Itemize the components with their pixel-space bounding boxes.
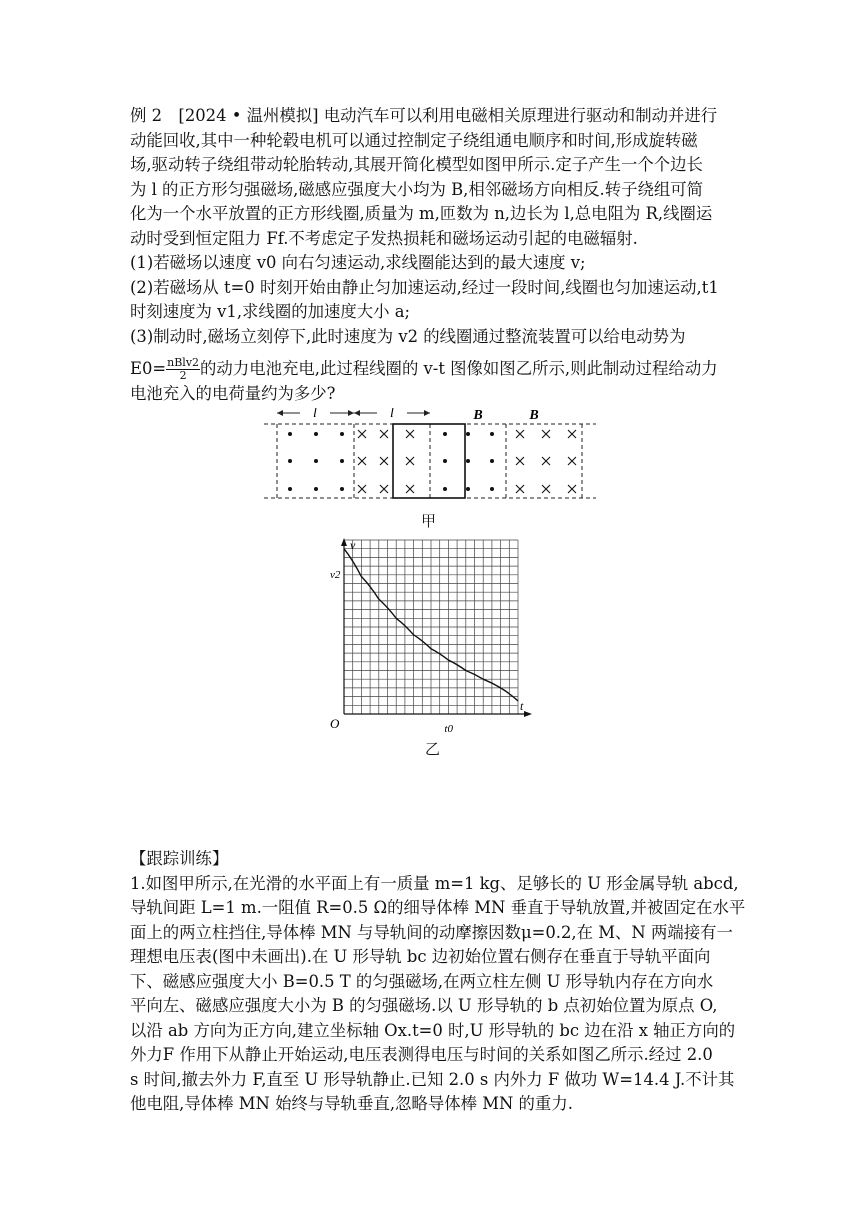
training-line: 外力F 作用下从静止开始运动,电压表测得电压与时间的关系如图乙所示.经过 2.0	[130, 1045, 713, 1064]
field-cross	[542, 485, 550, 493]
field-cross	[406, 430, 414, 438]
chart-grid	[344, 540, 518, 714]
field-dot	[490, 459, 494, 463]
field-dot	[443, 459, 447, 463]
field-cross	[516, 457, 524, 465]
tick-label-t0: t0	[444, 723, 453, 735]
example-line: 场,驱动转子绕组带动轮胎转动,其展开简化模型如图甲所示.定子产生一个个边长	[130, 155, 703, 174]
axis-label-v: v	[350, 538, 356, 552]
formula-line	[130, 357, 735, 382]
field-cross	[380, 430, 388, 438]
field-cross	[358, 485, 366, 493]
label-b-2: B	[529, 408, 539, 423]
field-dot	[466, 432, 470, 436]
caption-yi: 乙	[425, 740, 441, 758]
caption-jia: 甲	[421, 512, 437, 530]
example-line: 例 2 [2024 • 温州模拟] 电动汽车可以利用电磁相关原理进行驱动和制动并进行	[130, 106, 718, 125]
field-dot	[314, 459, 318, 463]
tick-label-v2: v2	[330, 569, 341, 581]
example-line: 动能回收,其中一种轮毂电机可以通过控制定子绕组通电顺序和时间,形成旋转磁	[130, 130, 698, 150]
x-axis-arrow	[524, 711, 532, 717]
origin-label: O	[330, 716, 340, 731]
training-line: 1.如图甲所示,在光滑的水平面上有一质量 m=1 kg、足够长的 U 形金属导轨 abcd,	[130, 873, 739, 893]
training-line: 面上的两立柱挡住,导体棒 MN 与导轨间的动摩擦因数μ=0.2,在 M、N 两端接有一	[130, 922, 733, 942]
label-b-1: B	[473, 408, 483, 423]
field-dot	[288, 432, 292, 436]
label-l-2: l	[390, 408, 394, 421]
formula-prefix: E0=	[130, 359, 167, 378]
field-dot	[443, 487, 447, 491]
field-dot	[340, 459, 344, 463]
field-cross	[568, 485, 576, 493]
field-dot	[340, 432, 344, 436]
field-marks	[288, 430, 576, 493]
example-line: 为 l 的正方形匀强磁场,磁感应强度大小均为 B,相邻磁场方向相反.转子绕组可简	[130, 179, 704, 199]
field-cross	[358, 430, 366, 438]
example-line: (2)若磁场从 t=0 时刻开始由静止匀加速运动,经过一段时间,线圈也匀加速运动,t1	[130, 277, 719, 297]
training-heading: 【跟踪训练】	[130, 849, 229, 868]
field-cross	[380, 457, 388, 465]
training-line: 以沿 ab 方向为正方向,建立坐标轴 Ox.t=0 时,U 形导轨的 bc 边在沿 x 轴正方向的	[130, 1020, 736, 1040]
field-dot	[314, 432, 318, 436]
field-cross	[406, 457, 414, 465]
formula-denominator: 2	[179, 369, 187, 382]
field-cross	[516, 430, 524, 438]
formula-suffix: 的动力电池充电,此过程线圈的 v-t 图像如图乙所示,则此制动过程给动力	[200, 359, 718, 378]
field-cross	[406, 485, 414, 493]
field-dot	[443, 432, 447, 436]
field-dot	[466, 487, 470, 491]
example-line: (1)若磁场以速度 v0 向右匀速运动,求线圈能达到的最大速度 v;	[130, 253, 586, 272]
field-cross	[358, 457, 366, 465]
training-line: 理想电压表(图中未画出).在 U 形导轨 bc 边初始位置右侧存在垂直于导轨平面向	[130, 947, 711, 966]
field-dot	[466, 459, 470, 463]
example-line: (3)制动时,磁场立刻停下,此时速度为 v2 的线圈通过整流装置可以给电动势为	[130, 326, 686, 346]
example-line: 电池充入的电荷量约为多少?	[130, 384, 336, 403]
field-dot	[490, 432, 494, 436]
field-cross	[568, 430, 576, 438]
field-cross	[542, 457, 550, 465]
training-section	[130, 847, 746, 1117]
field-cross	[542, 430, 550, 438]
field-cross	[568, 457, 576, 465]
field-dot	[314, 487, 318, 491]
field-dot	[288, 459, 292, 463]
field-cross	[380, 485, 388, 493]
training-line: 下、磁感应强度大小 B=0.5 T 的匀强磁场,在两立柱左侧 U 形导轨内存在方向水	[130, 971, 714, 991]
square-coil	[393, 424, 465, 498]
training-line: s 时间,撤去外力 F,直至 U 形导轨静止.已知 2.0 s 内外力 F 做功 W=14.4 J.不计其	[130, 1069, 735, 1089]
label-l-1: l	[313, 408, 317, 421]
example-line: 动时受到恒定阻力 Ff.不考虑定子发热损耗和磁场运动引起的电磁辐射.	[130, 228, 638, 248]
training-line: 他电阻,导体棒 MN 始终与导轨垂直,忽略导体棒 MN 的重力.	[130, 1094, 573, 1113]
field-dot	[340, 487, 344, 491]
axis-label-t: t	[520, 699, 524, 713]
formula-fraction	[166, 357, 200, 382]
field-cross	[516, 485, 524, 493]
training-line: 导轨间距 L=1 m.一阻值 R=0.5 Ω的细导体棒 MN 垂直于导轨放置,并被固定在水平	[130, 898, 746, 917]
field-dot	[490, 487, 494, 491]
example-line: 时刻速度为 v1,求线圈的加速度大小 a;	[130, 302, 411, 321]
y-axis-arrow	[341, 538, 347, 546]
example-problem	[130, 104, 735, 407]
formula-numerator: nBlv2	[167, 356, 200, 369]
training-line: 平向左、磁感应强度大小为 B 的匀强磁场.以 U 形导轨的 b 点初始位置为原点 O,	[130, 996, 718, 1015]
example-line: 化为一个水平放置的正方形线圈,质量为 m,匝数为 n,边长为 l,总电阻为 R,线圈运	[130, 204, 713, 223]
field-dot	[288, 487, 292, 491]
